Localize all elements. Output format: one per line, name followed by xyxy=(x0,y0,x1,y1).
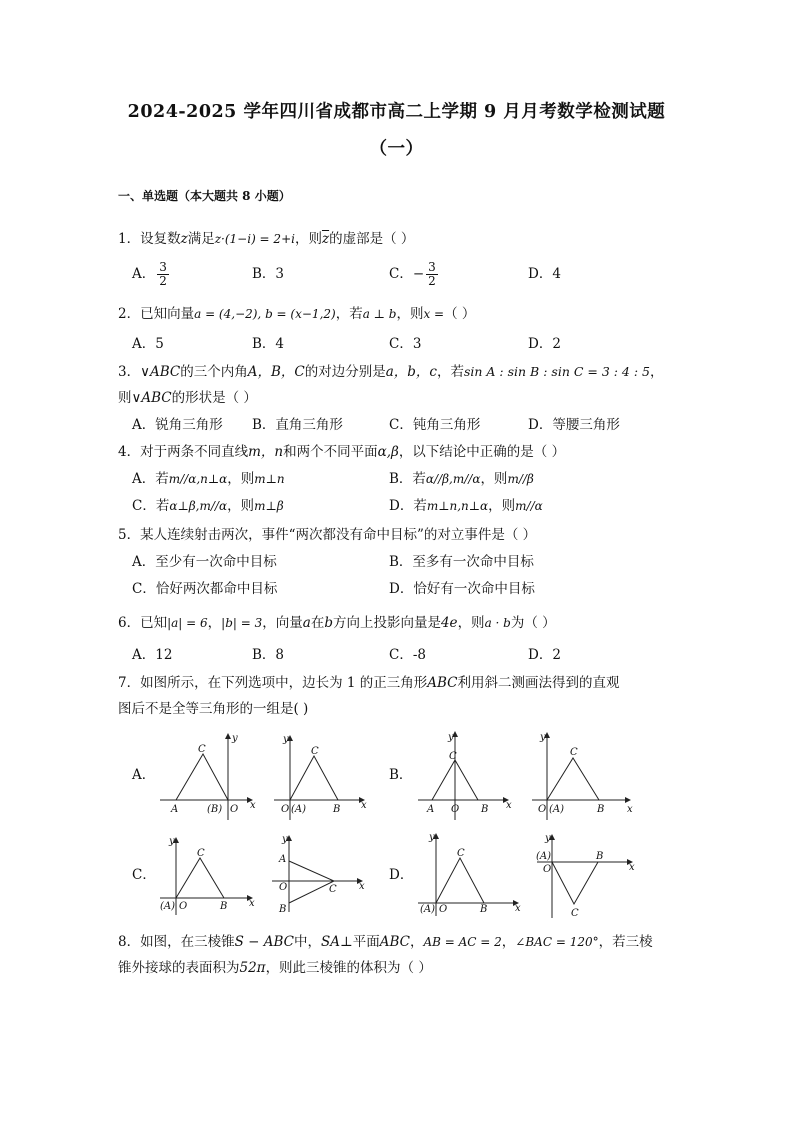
question-3-option-a: A．锐角三角形 xyxy=(132,417,223,433)
label-c: C xyxy=(571,908,579,919)
label-o: O xyxy=(538,804,547,815)
question-4-stem: 4．对于两条不同直线m，n和两个不同平面α,β，以下结论中正确的是（ ） xyxy=(118,444,566,460)
question-6-option-c: C．-8 xyxy=(389,647,426,663)
question-6-stem: 6．已知|a| = 6，|b| = 3，向量a在b方向上投影向量是4e，则a · b为（ ） xyxy=(118,615,556,631)
question-7-option-b: B． xyxy=(389,767,413,783)
page-subtitle: （一） xyxy=(369,139,424,159)
question-2-option-d: D．2 xyxy=(528,336,561,352)
label-o: O xyxy=(179,901,188,912)
figure-d-right xyxy=(537,835,632,918)
label-c: C xyxy=(449,751,457,762)
question-5-option-c: C．恰好两次都命中目标 xyxy=(132,581,278,597)
label-y: y xyxy=(540,732,546,743)
question-5-option-a: A．至少有一次命中目标 xyxy=(132,554,277,570)
question-6-option-d: D．2 xyxy=(528,647,561,663)
question-7-option-c: C． xyxy=(132,867,156,883)
label-a: A xyxy=(279,854,287,865)
label-paren-a: (A) xyxy=(291,804,307,815)
question-1-option-d: D．4 xyxy=(528,266,561,282)
question-2-option-b: B．4 xyxy=(252,336,285,352)
label-paren-a: (A) xyxy=(420,904,436,915)
label-o: O xyxy=(543,864,552,875)
label-c: C xyxy=(197,848,205,859)
question-1-option-a: A． $\frac{3}{2}$ xyxy=(132,260,167,288)
label-x: x xyxy=(629,862,635,873)
question-1-option-b: B．3 xyxy=(252,266,285,282)
question-3-stem-line-1: 3．∨ABC的三个内角A，B，C的对边分别是a，b，c，若sin A : sin B : sin C = 3 : 4 : 5， xyxy=(118,364,664,380)
label-y: y xyxy=(429,832,435,843)
label-x: x xyxy=(515,903,521,914)
question-1-stem: 1．设复数z满足z·(1−i) = 2+i，则$\overline{z}$的虚部是（ ） xyxy=(118,231,415,247)
label-y: y xyxy=(169,836,175,847)
label-o: O xyxy=(451,804,460,815)
question-4-option-d: D．若m⊥n,n⊥α，则m//α xyxy=(389,498,543,514)
label-paren-a: (A) xyxy=(536,851,552,862)
question-8-stem-line-2: 锥外接球的表面积为52π，则此三棱锥的体积为（ ） xyxy=(118,960,432,976)
label-y: y xyxy=(545,833,551,844)
question-7-option-d: D． xyxy=(389,867,414,883)
question-2-stem: 2．已知向量a = (4,−2), b = (x−1,2)，若a ⊥ b，则x =（ ） xyxy=(118,306,476,322)
question-6-option-a: A．12 xyxy=(132,647,173,663)
page-title: 2024-2025 学年四川省成都市高二上学期 9 月月考数学检测试题 xyxy=(127,102,666,122)
label-c: C xyxy=(311,746,319,757)
question-4-option-a: A．若m//α,n⊥α，则m⊥n xyxy=(132,471,285,487)
question-3-option-d: D．等腰三角形 xyxy=(528,417,620,433)
question-2-option-c: C．3 xyxy=(389,336,422,352)
label-b: B xyxy=(597,804,605,815)
label-b: B xyxy=(480,904,488,915)
label-a: A xyxy=(171,804,179,815)
label-b: B xyxy=(279,904,287,915)
question-5-option-d: D．恰好有一次命中目标 xyxy=(389,581,535,597)
figure-c-right xyxy=(272,836,362,912)
label-x: x xyxy=(250,800,256,811)
label-x: x xyxy=(249,898,255,909)
label-y: y xyxy=(283,734,289,745)
question-7-option-a: A． xyxy=(132,767,156,783)
label-c: C xyxy=(329,884,337,895)
question-6-option-b: B．8 xyxy=(252,647,285,663)
label-c: C xyxy=(457,848,465,859)
question-4-option-c: C．若α⊥β,m//α，则m⊥β xyxy=(132,498,284,514)
question-5-stem: 5．某人连续射击两次，事件“两次都没有命中目标”的对立事件是（ ） xyxy=(118,527,537,543)
label-y: y xyxy=(282,834,288,845)
label-b: B xyxy=(596,851,604,862)
label-c: C xyxy=(198,744,206,755)
label-o: O xyxy=(230,804,239,815)
label-paren-a: (A) xyxy=(160,901,176,912)
label-b: B xyxy=(220,901,228,912)
section-heading: 一、单选题（本大题共 8 小题） xyxy=(118,189,291,203)
label-x: x xyxy=(359,881,365,892)
label-paren-b: (B) xyxy=(207,804,223,815)
label-y: y xyxy=(232,733,238,744)
label-c: C xyxy=(570,747,578,758)
label-paren-a: (A) xyxy=(549,804,565,815)
question-2-option-a: A．5 xyxy=(132,336,164,352)
label-a: A xyxy=(427,804,435,815)
question-1-option-c: C．− $\frac{3}{2}$ xyxy=(389,260,436,288)
question-7-stem-line-1: 7．如图所示，在下列选项中，边长为 1 的正三角形ABC利用斜二测画法得到的直观 xyxy=(118,675,620,691)
question-4-option-b: B．若α//β,m//α，则m//β xyxy=(389,471,534,487)
label-x: x xyxy=(506,800,512,811)
question-5-option-b: B．至多有一次命中目标 xyxy=(389,554,534,570)
question-3-option-b: B．直角三角形 xyxy=(252,417,343,433)
label-x: x xyxy=(361,800,367,811)
label-o: O xyxy=(281,804,290,815)
label-b: B xyxy=(481,804,489,815)
label-o: O xyxy=(279,882,288,893)
label-x: x xyxy=(627,804,633,815)
label-b: B xyxy=(333,804,341,815)
question-3-option-c: C．钝角三角形 xyxy=(389,417,481,433)
figure-b-right xyxy=(532,733,630,820)
label-o: O xyxy=(439,904,448,915)
question-8-stem-line-1: 8．如图，在三棱锥S − ABC中，SA⊥平面ABC，AB = AC = 2，∠BAC = 120°，若三棱 xyxy=(118,934,653,950)
question-3-stem-line-2: 则∨ABC的形状是（ ） xyxy=(118,390,257,406)
label-y: y xyxy=(448,732,454,743)
question-7-stem-line-2: 图后不是全等三角形的一组是( ) xyxy=(118,701,309,717)
